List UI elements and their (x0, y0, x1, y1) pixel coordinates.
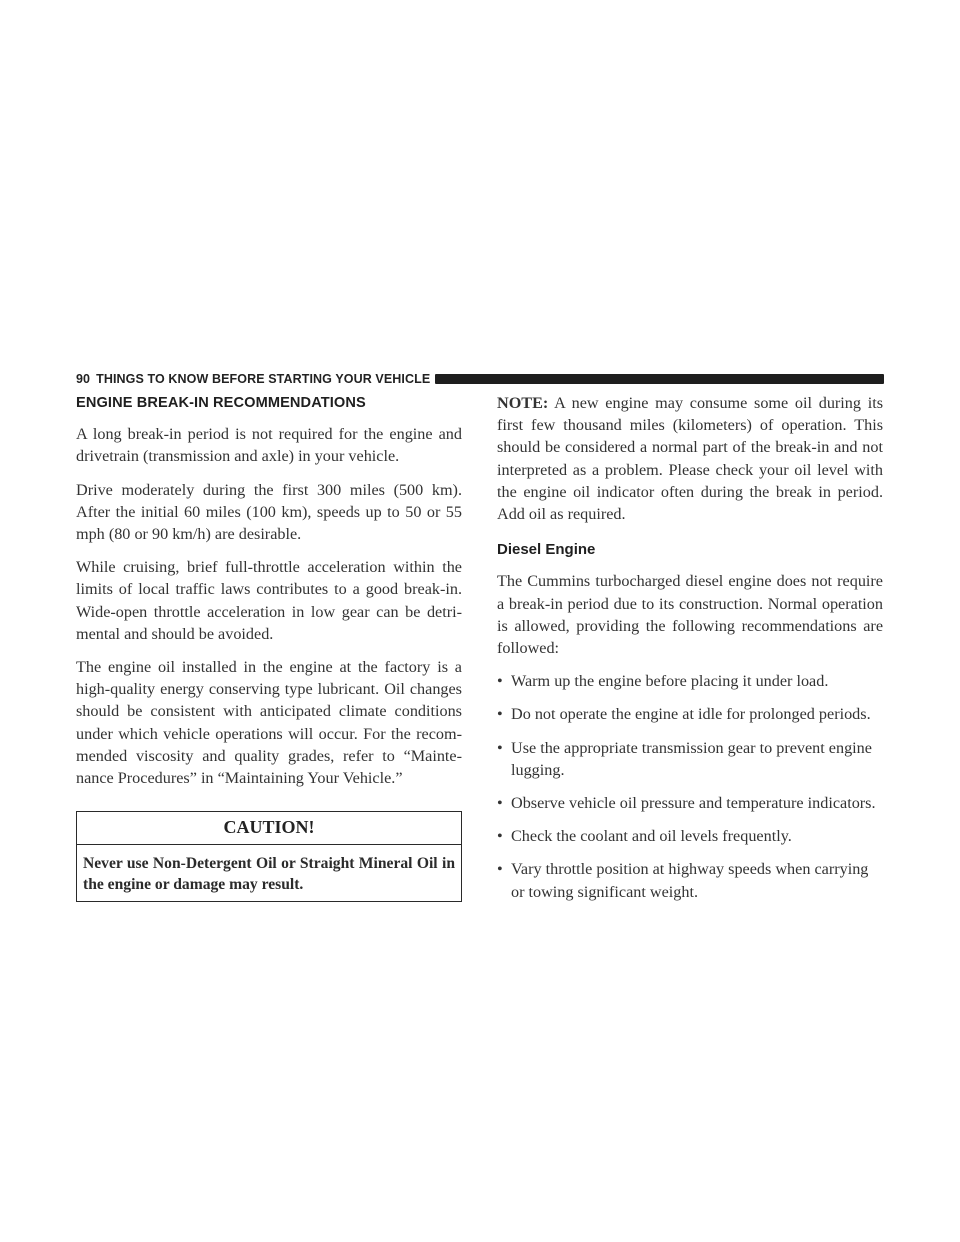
running-title: THINGS TO KNOW BEFORE STARTING YOUR VEHICLE (96, 372, 431, 386)
list-item-text: Observe vehicle oil pressure and temperature indicators. (511, 794, 876, 813)
header-rule (435, 374, 884, 384)
caution-title: CAUTION! (77, 812, 461, 845)
paragraph: A long break-in period is not required for the engine and drivetrain (transmission and axle) in your vehicle. (76, 425, 462, 466)
left-column (76, 392, 462, 902)
bullet-icon: • (497, 672, 503, 691)
list-item-text: Warm up the engine before placing it under load. (511, 672, 829, 691)
paragraph: The engine oil installed in the engine at the factory is a high-quality energy conserving type lubricant. Oil changes should be consistent with anticipated climate conditions under which vehicle operations will occur. For the recom-mended viscosity and quality grades, refer to “Mainte-nance Procedures” in “Maintaining Your Vehicle.” (76, 658, 462, 788)
paragraph: Drive moderately during the first 300 miles (500 km). After the initial 60 miles (100 km), speeds up to 50 or 55 mph (80 or 90 km/h) are desirable. (76, 480, 462, 544)
note-text: A new engine may consume some oil during its first few thousand miles (kilometers) of operation. This should be considered a normal part of the break-in and not interpreted as a problem. Please check your oil level with the engine oil indicator often during the break in period. Add oil as required. (497, 394, 883, 524)
section-title: ENGINE BREAK-IN RECOMMENDATIONS (76, 395, 366, 411)
page-header (76, 371, 884, 387)
page-number: 90 (76, 372, 91, 386)
bullet-icon: • (497, 860, 503, 879)
list-item (497, 703, 883, 725)
list-item (497, 825, 883, 847)
bullet-icon: • (497, 827, 503, 846)
list-item-text: Do not operate the engine at idle for prolonged periods. (511, 705, 871, 724)
list-item (497, 792, 883, 814)
list-item-text: Check the coolant and oil levels frequently. (511, 827, 792, 846)
caution-text: Never use Non-Detergent Oil or Straight Mineral Oil in the engine or damage may result. (83, 855, 455, 894)
bullet-icon: • (497, 705, 503, 724)
bullet-icon: • (497, 794, 503, 813)
list-item (497, 858, 883, 902)
list-item (497, 737, 883, 781)
diesel-intro: The Cummins turbocharged diesel engine does not require a break-in period due to its construction. Normal operation is allowed, providing the following recommendations are followed: (497, 572, 883, 658)
bullet-icon: • (497, 738, 503, 757)
note-paragraph (497, 392, 883, 525)
list-item-text: Use the appropriate transmission gear to prevent engine lugging. (511, 738, 872, 779)
paragraph: While cruising, brief full-throttle acceleration within the limits of local traffic laws contributes to a good break-in. Wide-open throttle acceleration in low gear can be detri-mental and should be avoided. (76, 558, 462, 643)
list-item (497, 670, 883, 692)
recommendation-list (497, 670, 883, 903)
note-label: NOTE: (497, 394, 549, 412)
subsection-title: Diesel Engine (497, 541, 596, 559)
right-column (497, 392, 883, 914)
list-item-text: Vary throttle position at highway speeds when carrying or towing significant weight. (511, 860, 869, 901)
caution-box (76, 811, 462, 902)
